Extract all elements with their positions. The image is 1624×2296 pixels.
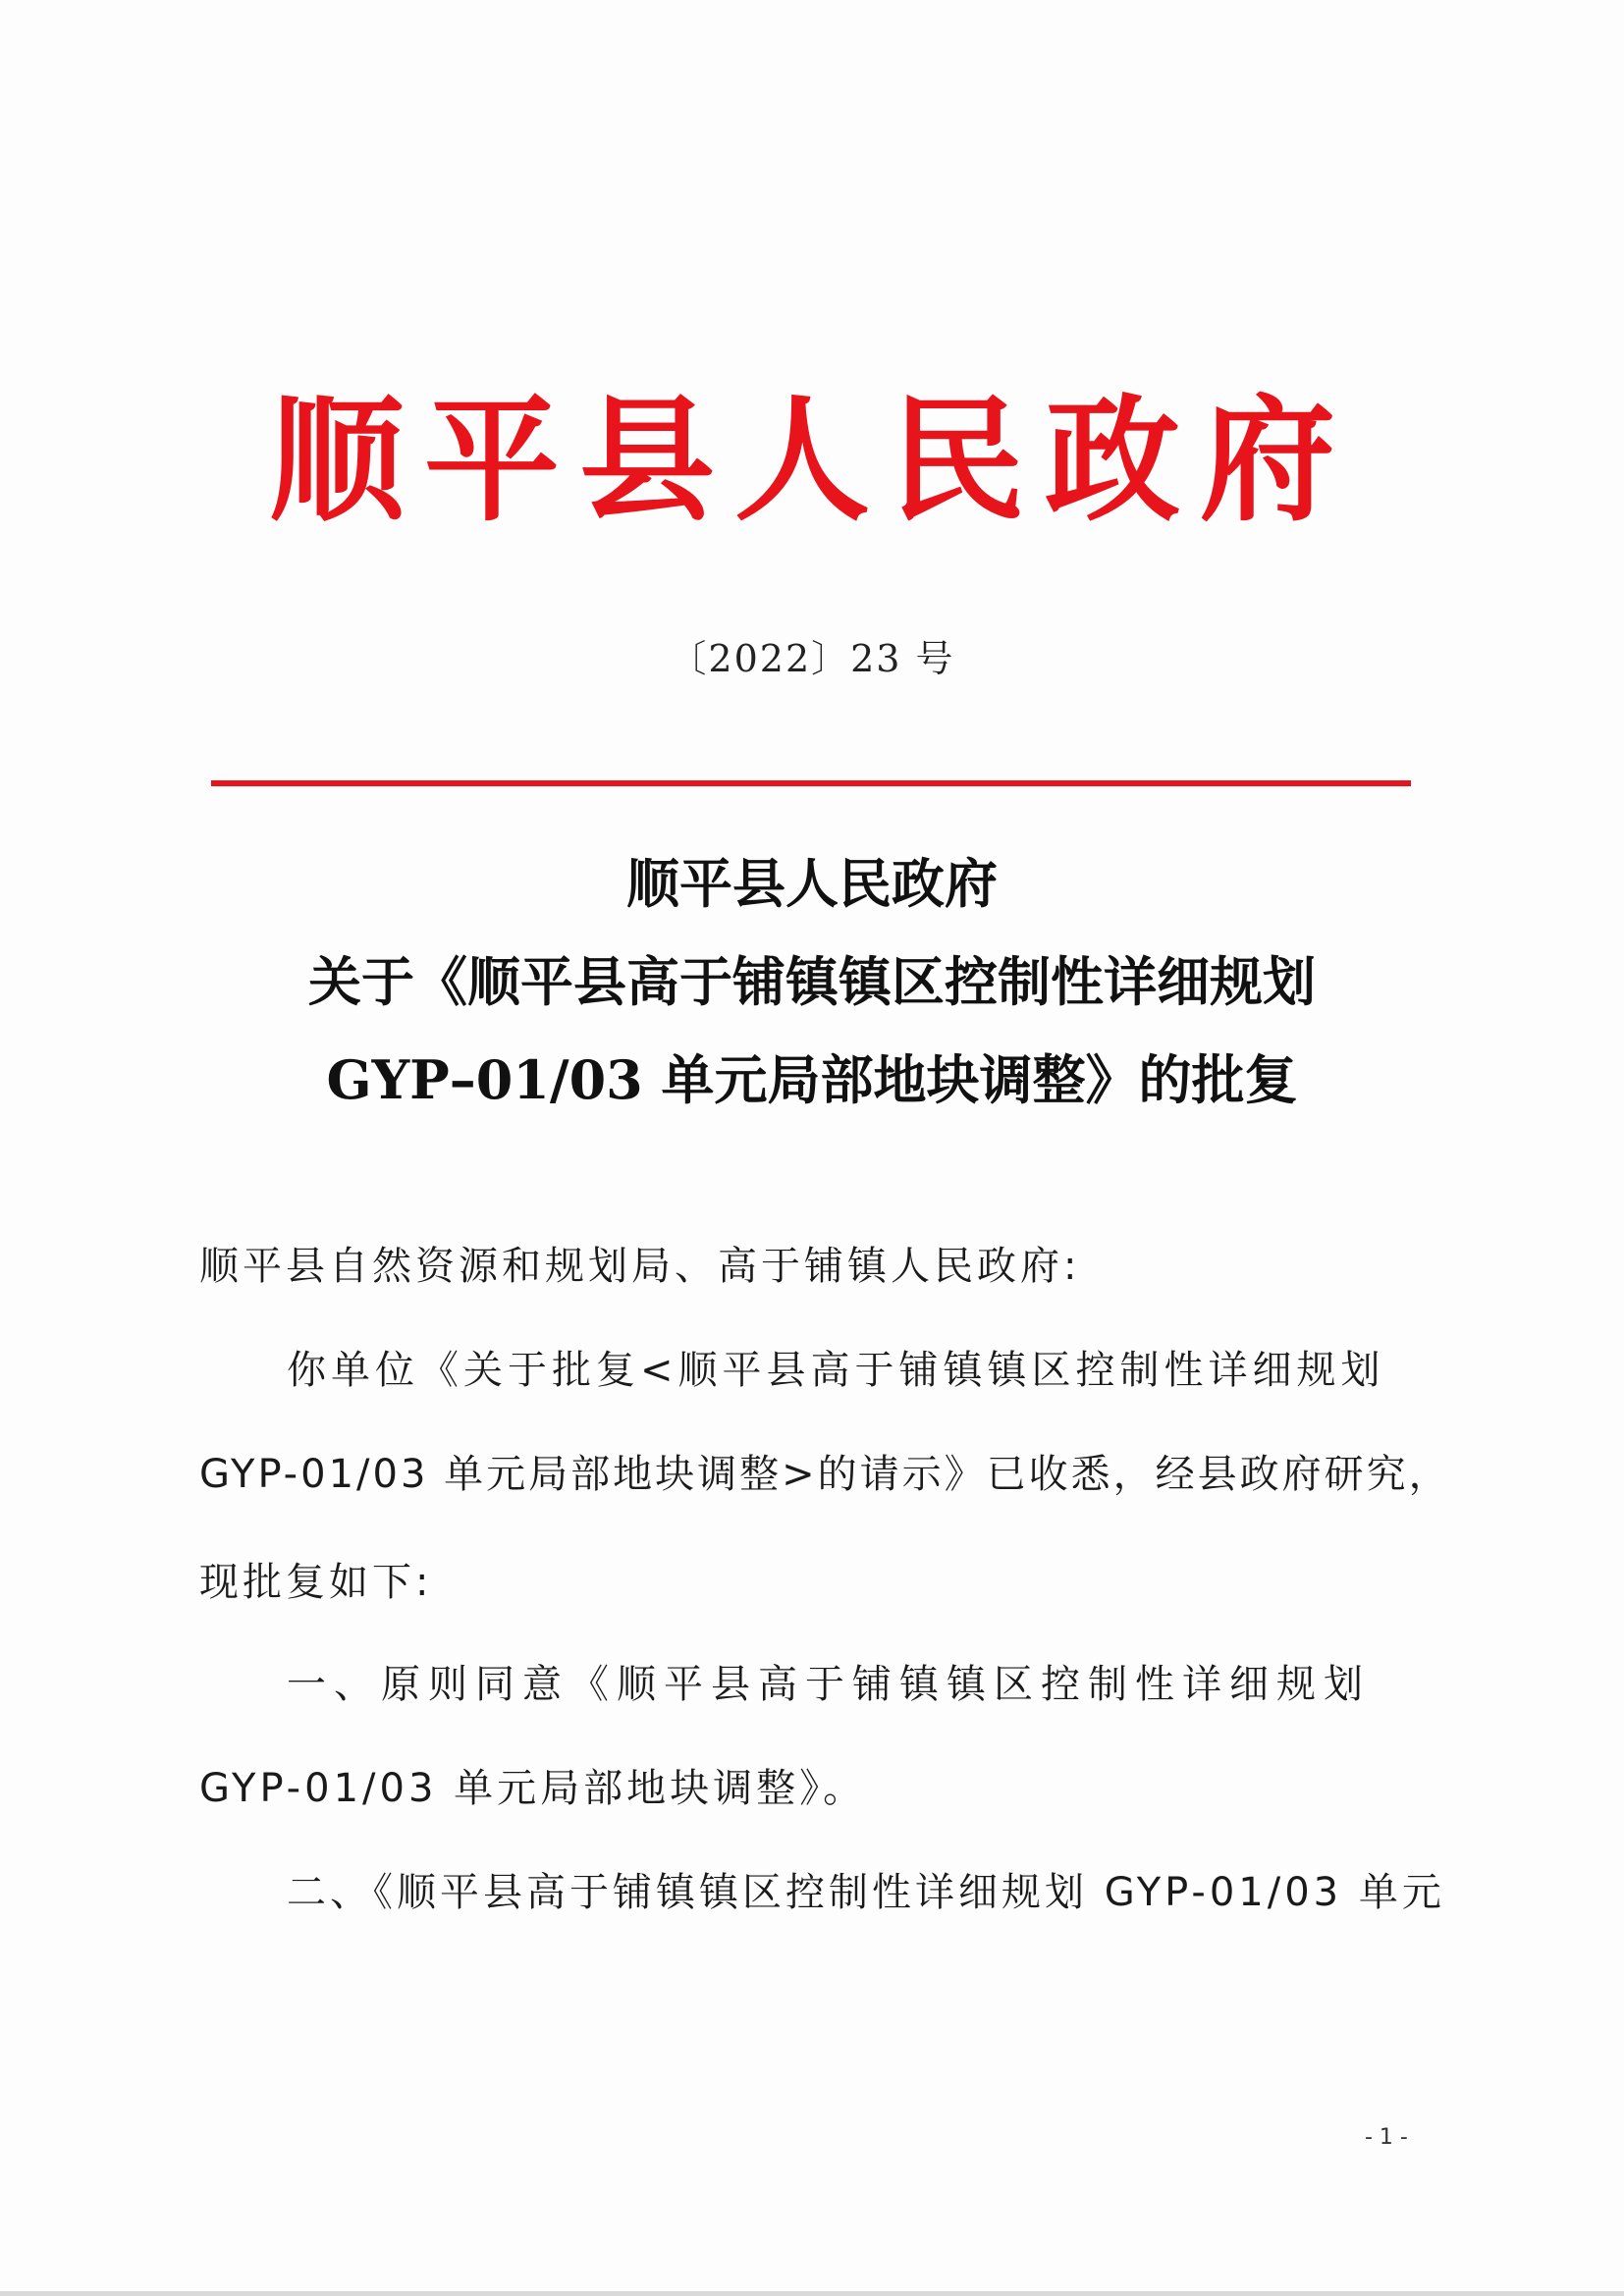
paragraph-2-line-1: 一、原则同意《顺平县高于铺镇镇区控制性详细规划 — [287, 1662, 1371, 1707]
document-number: 〔2022〕23 号 — [669, 637, 955, 680]
red-separator-line — [211, 780, 1411, 786]
paragraph-1-line-1: 你单位《关于批复<顺平县高于铺镇镇区控制性详细规划 — [287, 1348, 1385, 1393]
issuing-authority-header: 顺平县人民政府 — [268, 380, 1355, 540]
salutation: 顺平县自然资源和规划局、高于铺镇人民政府: — [199, 1244, 1081, 1289]
paragraph-1-line-3: 现批复如下: — [199, 1560, 433, 1605]
paragraph-3-line-1: 二、《顺平县高于铺镇镇区控制性详细规划 GYP-01/03 单元 — [287, 1870, 1445, 1915]
title-line-3: GYP–01/03 单元局部地块调整》的批复 — [326, 1048, 1298, 1111]
paragraph-2-line-2: GYP-01/03 单元局部地块调整》。 — [199, 1766, 867, 1811]
scan-bottom-edge — [0, 2291, 1624, 2296]
page-number: - 1 - — [1365, 2125, 1408, 2150]
title-line-1: 顺平县人民政府 — [626, 852, 998, 915]
paragraph-1-line-2: GYP-01/03 单元局部地块调整>的请示》已收悉，经县政府研究， — [199, 1452, 1451, 1497]
title-line-2: 关于《顺平县高于铺镇镇区控制性详细规划 — [308, 950, 1316, 1013]
document-title — [0, 834, 1624, 1129]
